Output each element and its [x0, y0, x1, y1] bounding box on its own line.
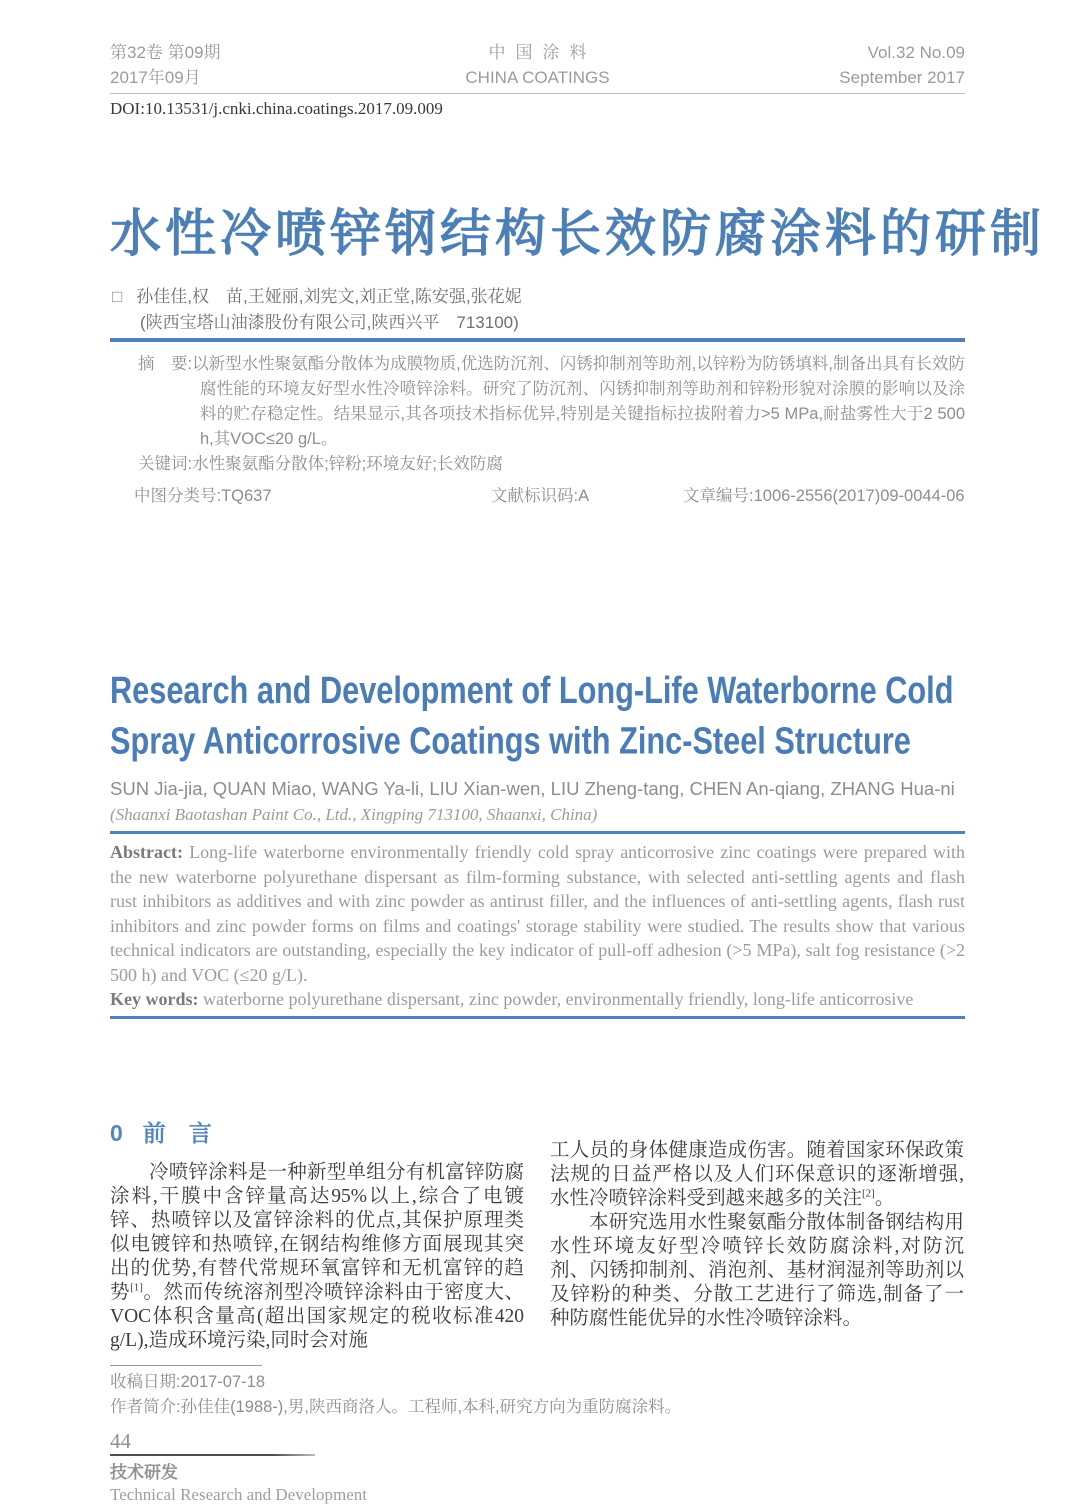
keywords-label-cn: 关键词: — [138, 455, 193, 473]
page-number: 44 — [110, 1428, 131, 1453]
journal-header — [110, 40, 965, 90]
clc-label: 中图分类号: — [134, 487, 222, 505]
abstract-paragraph-cn — [138, 352, 965, 452]
abstract-text-cn: 以新型水性聚氨酯分散体为成膜物质,优选防沉剂、闪锈抑制剂等助剂,以锌粉为防锈填料,制备出具有长效防腐性能的环境友好型水性冷喷锌涂料。研究了防沉剂、闪锈抑制剂等助剂和锌粉形貌对涂膜的影响以及涂料的贮存稳定性。结果显示,其各项技术指标优异,特别是关键指标拉拔附着力>5 MPa,耐盐雾性大于2 500 h,其VOC≤20 g/L。 — [192, 355, 965, 448]
body-column-right — [550, 1119, 964, 1353]
author-marker-box: □ — [112, 287, 123, 306]
author-line-en: SUN Jia-jia, QUAN Miao, WANG Ya-li, LIU Xian-wen, LIU Zheng-tang, CHEN An-qiang, ZHANG Hua-ni — [110, 778, 955, 799]
body-paragraph-2-cont: 。 — [874, 1187, 895, 1209]
abstract-label-cn: 摘 要: — [138, 355, 193, 373]
section-heading — [110, 1119, 524, 1147]
body-paragraph-3: 本研究选用水性聚氨酯分散体制备钢结构用水性环境友好型冷喷锌长效防腐涂料,对防沉剂、闪锈抑制剂、消泡剂、基材润湿剂等助剂以及锌粉的种类、分散工艺进行了筛选,制备了一种防腐性能优异的水性冷喷锌涂料。 — [550, 1211, 964, 1329]
clc-number — [134, 485, 491, 507]
keywords-cn: 水性聚氨酯分散体;锌粉;环境友好;长效防腐 — [192, 455, 503, 473]
header-right — [680, 40, 965, 90]
keywords-line-cn — [138, 452, 965, 477]
header-left — [110, 40, 395, 90]
keywords-en: waterborne polyurethane dispersant, zinc powder, environmentally friendly, long-life anticorrosive — [203, 989, 914, 1009]
article-title-en-line2: Spray Anticorrosive Coatings with Zinc-Steel Structure — [110, 719, 911, 762]
body-paragraph-1-cont: 。然而传统溶剂型冷喷锌涂料由于密度大、VOC体积含量高(超出国家规定的税收标准420 g/L),造成环境污染,同时会对施 — [110, 1281, 524, 1351]
divider-blue-bottom — [110, 1016, 965, 1019]
footnote-divider — [110, 1365, 262, 1366]
column-name-en: Technical Research and Development — [110, 1484, 368, 1504]
received-date-label: 收稿日期: — [110, 1372, 181, 1391]
body-paragraph-1-text: 冷喷锌涂料是一种新型单组分有机富锌防腐涂料,干膜中含锌量高达95%以上,综合了电镀锌、热喷锌以及富锌涂料的优点,其保护原理类似电镀锌和热喷锌,在钢结构维修方面展现其突出的优势,有替代常规环氧富锌和无机富锌的趋势 — [110, 1161, 524, 1303]
affiliation-cn: (陕西宝塔山油漆股份有限公司,陕西兴平 713100) — [140, 313, 519, 332]
abstract-block-cn — [138, 352, 965, 477]
keywords-line-en — [110, 987, 965, 1012]
article-body — [110, 1119, 965, 1353]
volume-issue-cn: 第32卷 第09期 — [110, 43, 221, 62]
footer-divider — [110, 1454, 315, 1456]
document-code-label: 文献标识码: — [491, 487, 579, 505]
divider-blue-top — [110, 338, 965, 342]
section-title: 前 言 — [142, 1119, 212, 1146]
article-title-en-line1: Research and Development of Long-Life Waterborne Cold — [110, 669, 954, 712]
keywords-label-en: Key words: — [110, 989, 199, 1009]
footnote-block — [110, 1365, 965, 1419]
clc-value: TQ637 — [221, 487, 272, 505]
article-id — [683, 485, 965, 507]
column-name-cn: 技术研发 — [110, 1462, 178, 1482]
author-line-cn — [112, 285, 965, 309]
article-id-label: 文章编号: — [683, 487, 754, 505]
doi-text: DOI:10.13531/j.cnki.china.coatings.2017.09.009 — [110, 99, 443, 118]
journal-page — [0, 40, 1075, 1504]
abstract-block-en — [110, 840, 965, 1012]
citation-ref-1: [1] — [130, 1281, 143, 1293]
author-bio-text: 孙佳佳(1988-),男,陕西商洛人。工程师,本科,研究方向为重防腐涂料。 — [180, 1397, 682, 1416]
author-bio-line — [110, 1396, 965, 1419]
document-code — [491, 485, 683, 507]
section-number: 0 — [110, 1119, 123, 1146]
affiliation-en: (Shaanxi Baotashan Paint Co., Ltd., Xingping 713100, Shaanxi, China) — [110, 805, 598, 824]
journal-name-en: CHINA COATINGS — [465, 68, 610, 87]
body-paragraph-2 — [550, 1139, 964, 1211]
author-bio-label: 作者简介: — [110, 1397, 181, 1416]
abstract-text-en: Long-life waterborne environmentally friendly cold spray anticorrosive zinc coatings were prepared with the new waterborne polyurethane dispersant as film-forming substance, with selected anti-settling agents and flash rust inhibitors as additives and with zinc powder as antirust filler, and the influences of anti-settling agents, flash rust inhibitors and zinc powder forms on films and coatings' storage stability were studied. The results show that various technical indicators are outstanding, especially the key indicator of pull-off adhesion (>5 MPa), salt fog resistance (>2 500 h) and VOC (≤20 g/L). — [110, 842, 966, 985]
article-title-en — [110, 665, 954, 766]
date-en: September 2017 — [839, 68, 965, 87]
divider-blue-middle — [110, 831, 965, 834]
author-names-cn: 孙佳佳,权 苗,王娅丽,刘宪文,刘正堂,陈安强,张花妮 — [136, 287, 522, 306]
journal-name-cn: 中国涂料 — [488, 43, 597, 62]
page-footer — [110, 1429, 965, 1506]
article-title-cn: 水性冷喷锌钢结构长效防腐涂料的研制 — [110, 205, 1046, 262]
received-date-line — [110, 1371, 965, 1394]
received-date-value: 2017-07-18 — [180, 1372, 265, 1391]
citation-ref-2: [2] — [862, 1187, 875, 1199]
document-code-value: A — [578, 487, 590, 505]
header-divider — [110, 93, 965, 94]
article-id-value: 1006-2556(2017)09-0044-06 — [753, 487, 965, 505]
header-center — [395, 40, 680, 90]
volume-issue-en: Vol.32 No.09 — [867, 43, 965, 62]
date-cn: 2017年09月 — [110, 68, 201, 87]
abstract-paragraph-en — [110, 840, 965, 987]
body-paragraph-1 — [110, 1161, 524, 1353]
abstract-label-en: Abstract: — [110, 842, 183, 862]
body-column-left — [110, 1119, 524, 1353]
classification-row — [134, 485, 965, 507]
body-paragraph-2-text: 工人员的身体健康造成伤害。随着国家环保政策法规的日益严格以及人们环保意识的逐渐增强,水性冷喷锌涂料受到越来越多的关注 — [550, 1139, 964, 1209]
